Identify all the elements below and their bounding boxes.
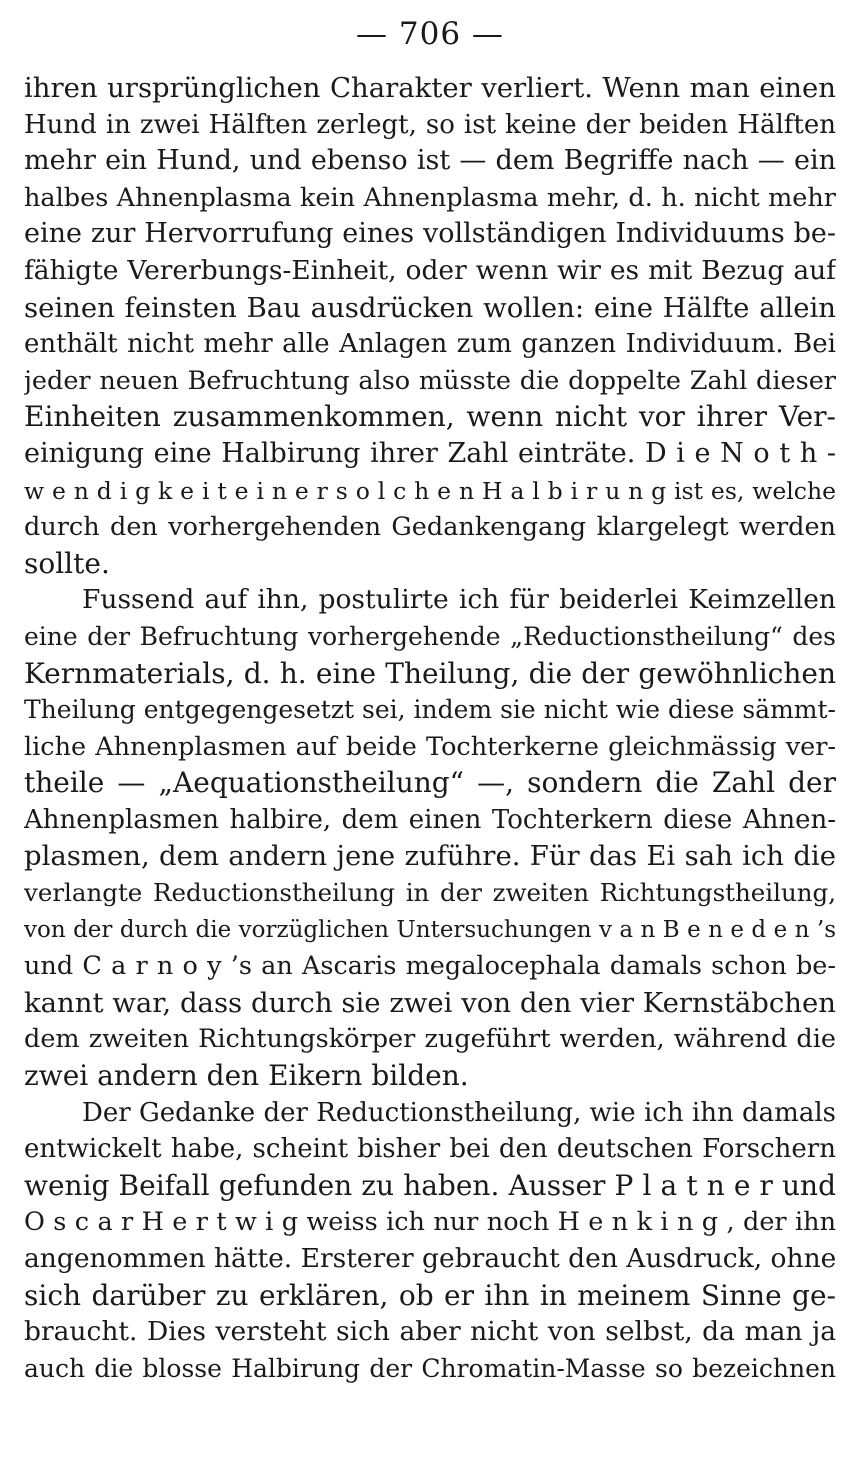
text-line: Hund in zwei Hälften zerlegt, so ist keine der beiden Hälften — [24, 109, 836, 140]
text-line: verlangte Reductionstheilung in der zweiten Richtungstheilung, — [24, 878, 836, 908]
text-line: seinen feinsten Bau ausdrücken wollen: eine Hälfte allein — [24, 291, 836, 324]
text-line: entwickelt habe, scheint bisher bei den deutschen Forschern — [24, 1134, 836, 1165]
text-line: durch den vorhergehenden Gedankengang klargelegt werden — [24, 512, 836, 543]
text-line: wenig Beifall gefunden zu haben. Ausser P l a t n e r und — [24, 1168, 836, 1202]
body-text — [24, 70, 836, 1387]
text-line: Fussend auf ihn, postulirte ich für beiderlei Keimzellen — [82, 584, 836, 616]
text-line: sich darüber zu erklären, ob er ihn in meinem Sinne ge- — [24, 1278, 836, 1312]
text-line: ihren ursprünglichen Charakter verliert. Wenn man einen — [24, 72, 836, 104]
text-line: fähigte Vererbungs-Einheit, oder wenn wir es mit Bezug auf — [24, 254, 836, 286]
text-line: sollte. — [24, 546, 110, 580]
text-line: jeder neuen Befruchtung also müsste die doppelte Zahl dieser — [24, 365, 836, 396]
text-line: Einheiten zusammenkommen, wenn nicht vor ihrer Ver- — [24, 400, 836, 434]
text-line: Ahnenplasmen halbire, dem einen Tochterkern diese Ahnen- — [24, 804, 836, 835]
text-line: theile — „Aequationstheilung“ —, sondern die Zahl der — [24, 766, 836, 800]
text-line: angenommen hätte. Ersterer gebraucht den Ausdruck, ohne — [24, 1243, 836, 1274]
text-line: O s c a r H e r t w i g weiss ich nur noch H e n k i n g , der ihn — [24, 1207, 836, 1238]
text-line: einigung eine Halbirung ihrer Zahl einträte. D i e N o t h - — [24, 437, 836, 469]
text-line: Der Gedanke der Reductionstheilung, wie ich ihn damals — [82, 1097, 836, 1128]
text-line: von der durch die vorzüglichen Untersuchungen v a n B e n e d e n ’s — [24, 916, 836, 943]
text-line: w e n d i g k e i t e i n e r s o l c h e n H a l b i r u n g ist es, welche — [24, 476, 836, 505]
text-line: kannt war, dass durch sie zwei von den vier Kernstäbchen — [24, 986, 836, 1019]
text-line: auch die blosse Halbirung der Chromatin-Masse so bezeichnen — [24, 1353, 836, 1383]
text-line: eine der Befruchtung vorhergehende „Reductionstheilung“ des — [24, 621, 836, 651]
text-line: dem zweiten Richtungskörper zugeführt werden, während die — [24, 1024, 836, 1055]
page-number: — 706 — — [356, 16, 504, 52]
text-line: braucht. Dies versteht sich aber nicht von selbst, da man ja — [24, 1316, 836, 1348]
text-line: zwei andern den Eikern bilden. — [24, 1059, 469, 1093]
text-line: eine zur Hervorrufung eines vollständigen Individuums be- — [24, 218, 836, 250]
text-line: Theilung entgegengesetzt sei, indem sie nicht wie diese sämmt- — [24, 695, 836, 725]
text-line: halbes Ahnenplasma kein Ahnenplasma mehr, d. h. nicht mehr — [24, 182, 836, 213]
text-line: Kernmaterials, d. h. eine Theilung, die der gewöhnlichen — [24, 656, 836, 690]
text-line: enthält nicht mehr alle Anlagen zum ganzen Individuum. Bei — [24, 329, 836, 360]
text-line: liche Ahnenplasmen auf beide Tochterkerne gleichmässig ver- — [24, 731, 836, 762]
text-line: plasmen, dem andern jene zuführe. Für das Ei sah ich die — [24, 840, 836, 873]
book-page — [24, 14, 836, 1387]
text-line: und C a r n o y ’s an Ascaris megalocephala damals schon be- — [24, 951, 836, 982]
text-line: mehr ein Hund, und ebenso ist — dem Begriffe nach — ein — [24, 145, 836, 177]
